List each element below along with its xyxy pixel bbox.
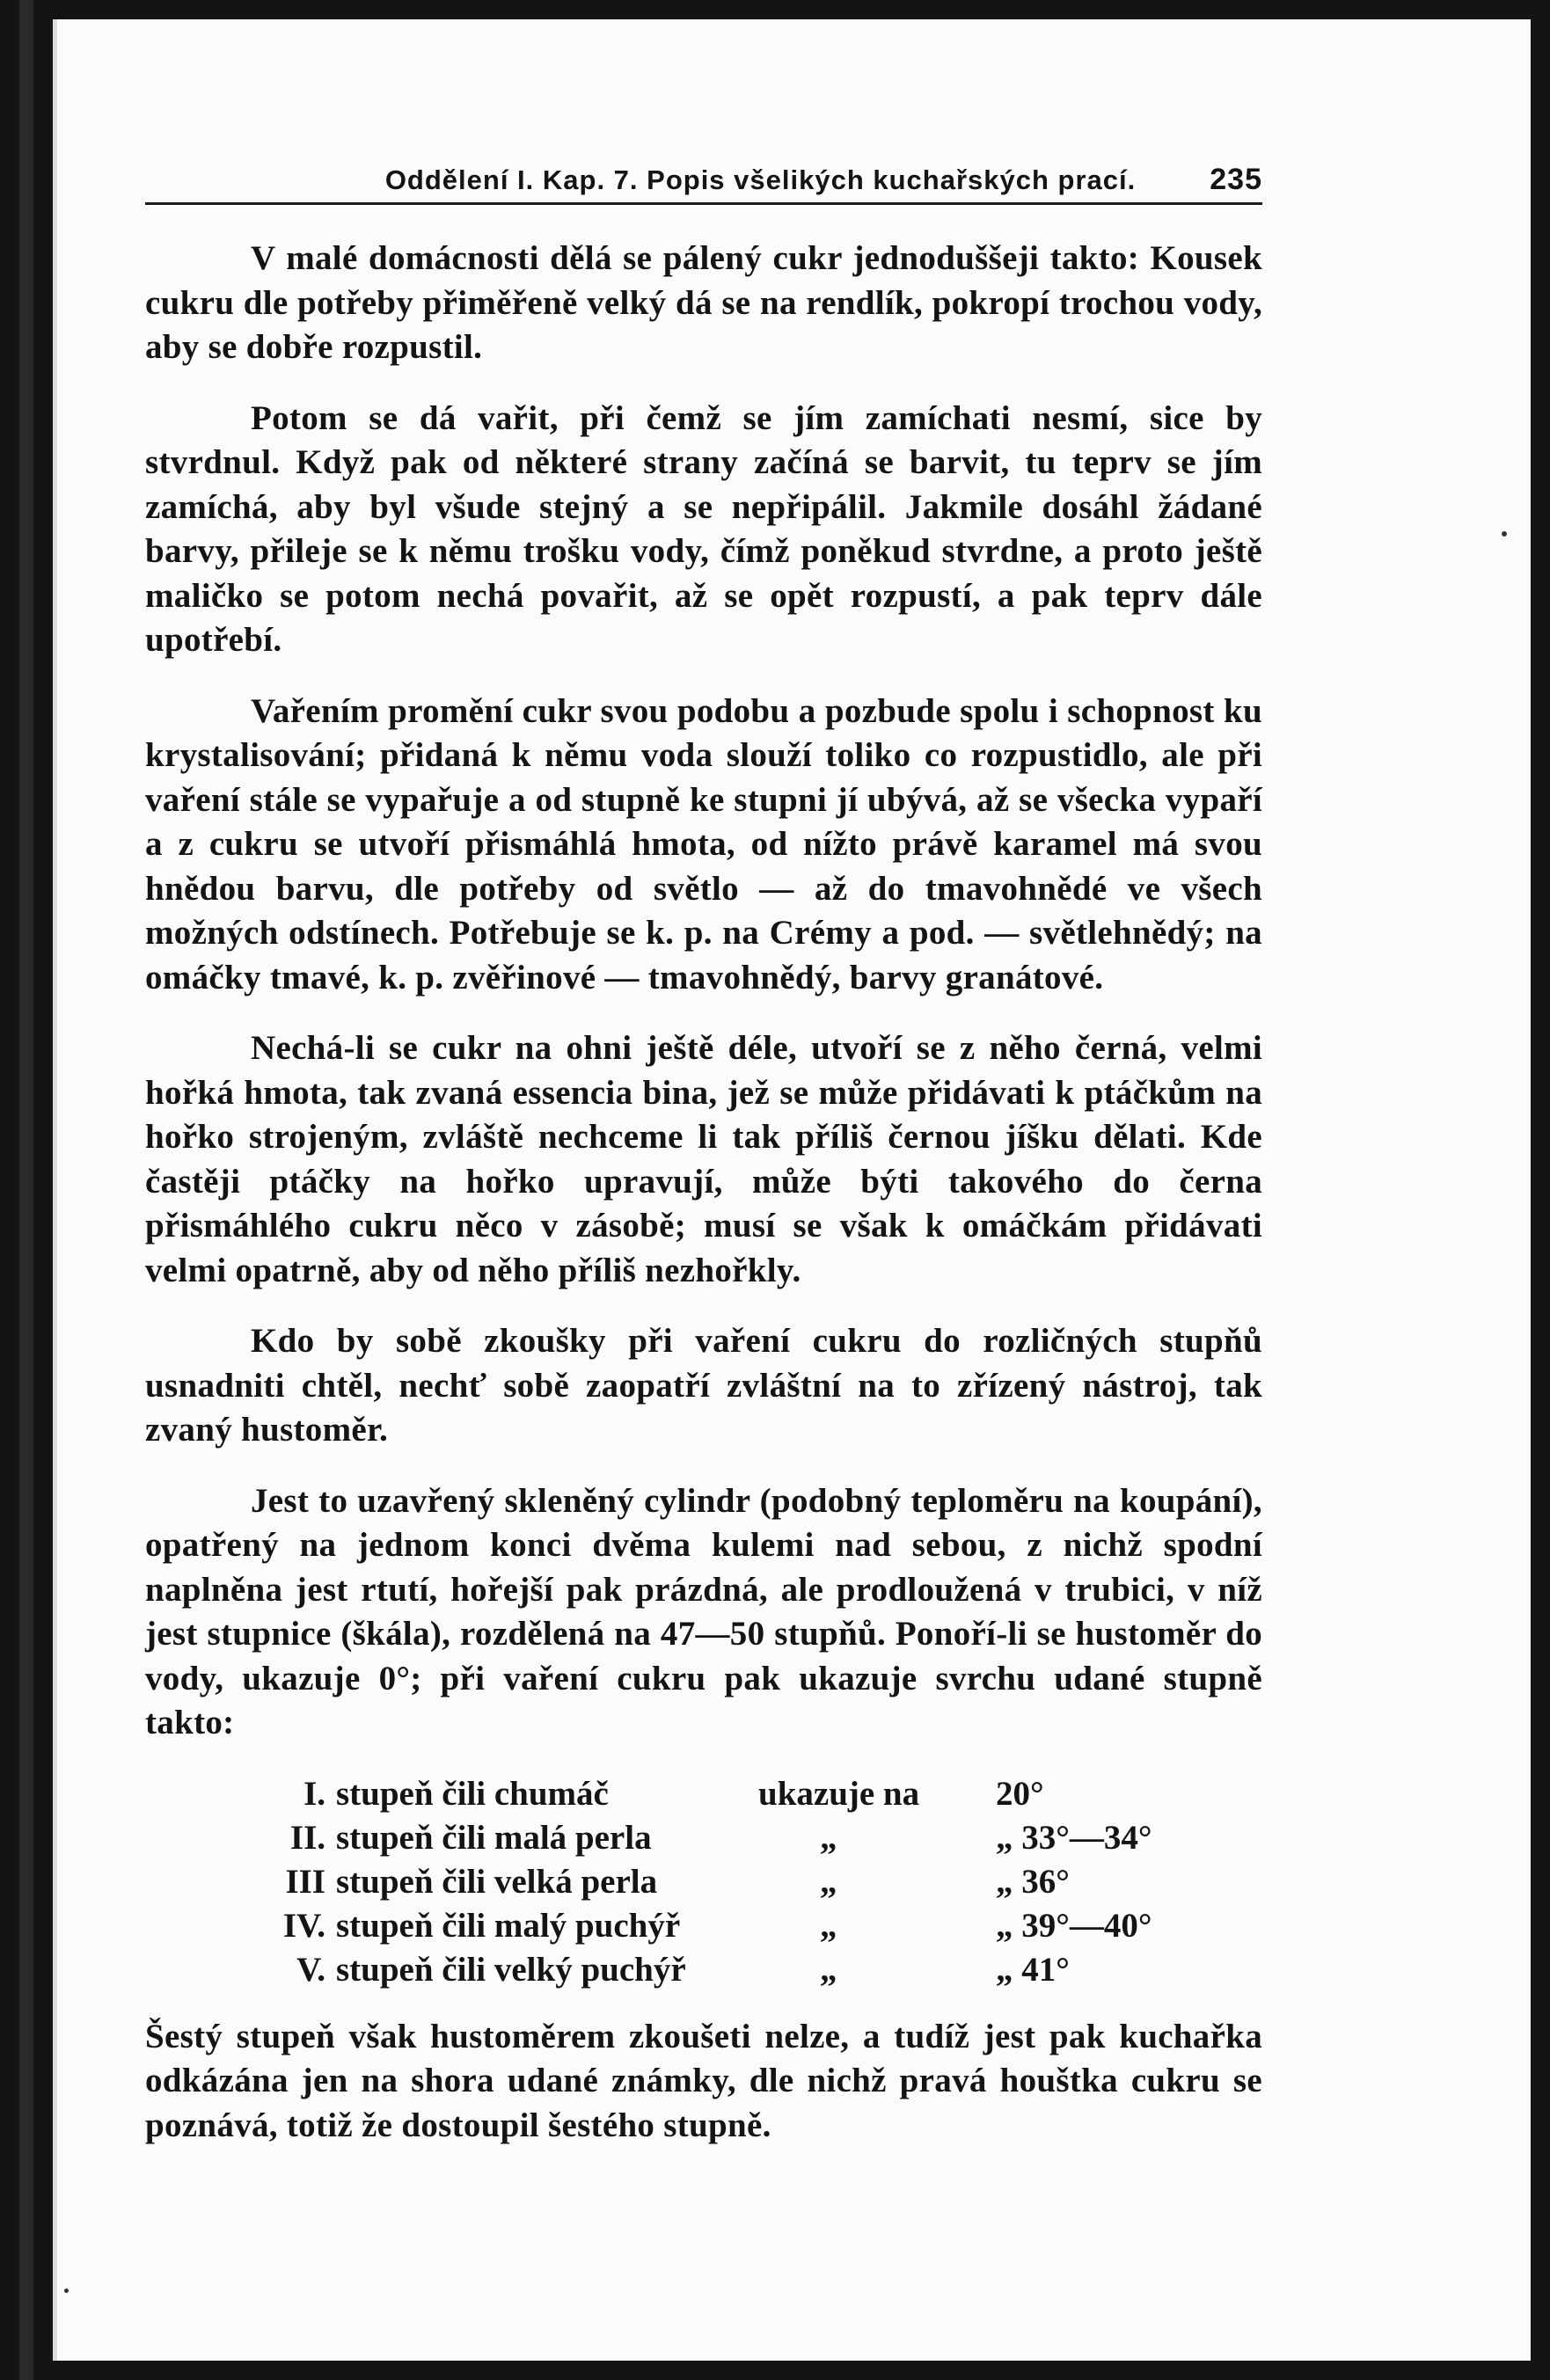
table-row [145, 1948, 1189, 1992]
page-content [145, 163, 1262, 2174]
page-number: 235 [1210, 163, 1262, 196]
stage-degrees: „ 39°—40° [996, 1906, 1152, 1945]
stage-indicator: „ [820, 1906, 837, 1945]
stage-degrees: 20° [996, 1774, 1044, 1813]
stage-name: stupeň čili velký puchýř [336, 1950, 686, 1989]
stage-number: IV. [282, 1906, 325, 1945]
stage-indicator: „ [820, 1950, 837, 1989]
chapter-title: Oddělení I. Kap. 7. Popis všelikých kuchařských prací. [384, 164, 1137, 195]
stage-indicator: ukazuje na [758, 1774, 920, 1813]
table-row [145, 1772, 1189, 1816]
paragraph: Jest to uzavřený skleněný cylindr (podobný teploměru na koupání), opatřený na jednom konci dvěma kulemi nad sebou, z nichž spodní naplněna jest rtutí, hořejší pak prázdná, ale prodloužená v trubici, v níž jest stupnice (škála), rozdělená na 47—50 stupňů. Ponoří-li se hustoměr do vody, ukazuje 0°; při vaření cukru pak ukazuje svrchu udané stupně takto: [145, 1481, 1262, 1741]
print-speck [64, 2289, 69, 2293]
stage-number: II. [289, 1818, 325, 1857]
stage-degrees: „ 36° [996, 1862, 1070, 1901]
stage-number: III [285, 1862, 325, 1901]
stage-indicator: „ [820, 1818, 837, 1857]
stage-name: stupeň čili velká perla [336, 1862, 658, 1901]
stage-degrees: „ 41° [996, 1950, 1070, 1989]
stage-number: V. [296, 1950, 325, 1989]
paragraph: Nechá-li se cukr na ohni ještě déle, utvoří se z něho černá, velmi hořká hmota, tak zvaná essencia bina, jež se může přidávati k ptáčkům na hořko strojeným, zvláště nechceme li tak příliš černou jíšku dělati. Kde častěji ptáčky na hořko upravují, může býti takového do černa přismáhlého cukru něco v zásobě; musí se však k omáčkám přidávati velmi opatrně, aby od něho příliš nezhořkly. [145, 1029, 1262, 1289]
table-row [145, 1904, 1189, 1948]
paragraph: V malé domácnosti dělá se pálený cukr jednoduššeji takto: Kousek cukru dle potřeby přiměřeně velký dá se na rendlík, pokropí trochou vody, aby se dobře rozpustil. [145, 239, 1262, 366]
paragraph: Kdo by sobě zkoušky při vaření cukru do rozličných stupňů usnadniti chtěl, nechť sobě zaopatří zvláštní na to zřízený nástroj, tak zvaný hustoměr. [145, 1322, 1262, 1449]
paragraph: Potom se dá vařit, při čemž se jím zamíchati nesmí, sice by stvrdnul. Když pak od některé strany začíná se barvit, tu teprv se jím zamíchá, aby byl všude stejný a se nepřipálil. Jakmile dosáhl žádané barvy, přileje se k němu trošku vody, čímž poněkud stvrdne, a proto ještě maličko se potom nechá povařit, až se opět rozpustí, a pak teprv dále upotřebí. [145, 398, 1262, 659]
print-speck [1502, 531, 1507, 537]
stage-degrees: „ 33°—34° [996, 1818, 1152, 1857]
stage-name: stupeň čili chumáč [336, 1774, 609, 1813]
closing-paragraph: Šestý stupeň však hustoměrem zkoušeti nelze, a tudíž jest pak kuchařka odkázána jen na shora udané známky, dle nichž pravá houštka cukru se poznává, totiž že dostoupil šestého stupně. [145, 2017, 1262, 2144]
stage-name: stupeň čili malá perla [336, 1818, 652, 1857]
stage-indicator: „ [820, 1862, 837, 1901]
table-row [145, 1860, 1189, 1904]
table-row [145, 1816, 1189, 1860]
stage-number: I. [303, 1774, 325, 1813]
paragraph: Vařením promění cukr svou podobu a pozbude spolu i schopnost ku krystalisování; přidaná k němu voda slouží toliko co rozpustidlo, ale při vaření stále se vypařuje a od stupně ke stupni jí ubývá, až se všecka vypaří a z cukru se utvoří přismáhlá hmota, od nížto právě karamel má svou hnědou barvu, dle potřeby od světlo — až do tmavohnědé ve všech možných odstínech. Potřebuje se k. p. na Crémy a pod. — světlehnědý; na omáčky tmavé, k. p. zvěřinové — tmavohnědý, barvy granátové. [145, 691, 1262, 997]
sugar-stage-table [145, 1772, 1189, 1992]
stage-name: stupeň čili malý puchýř [336, 1906, 681, 1945]
running-header [145, 163, 1262, 205]
